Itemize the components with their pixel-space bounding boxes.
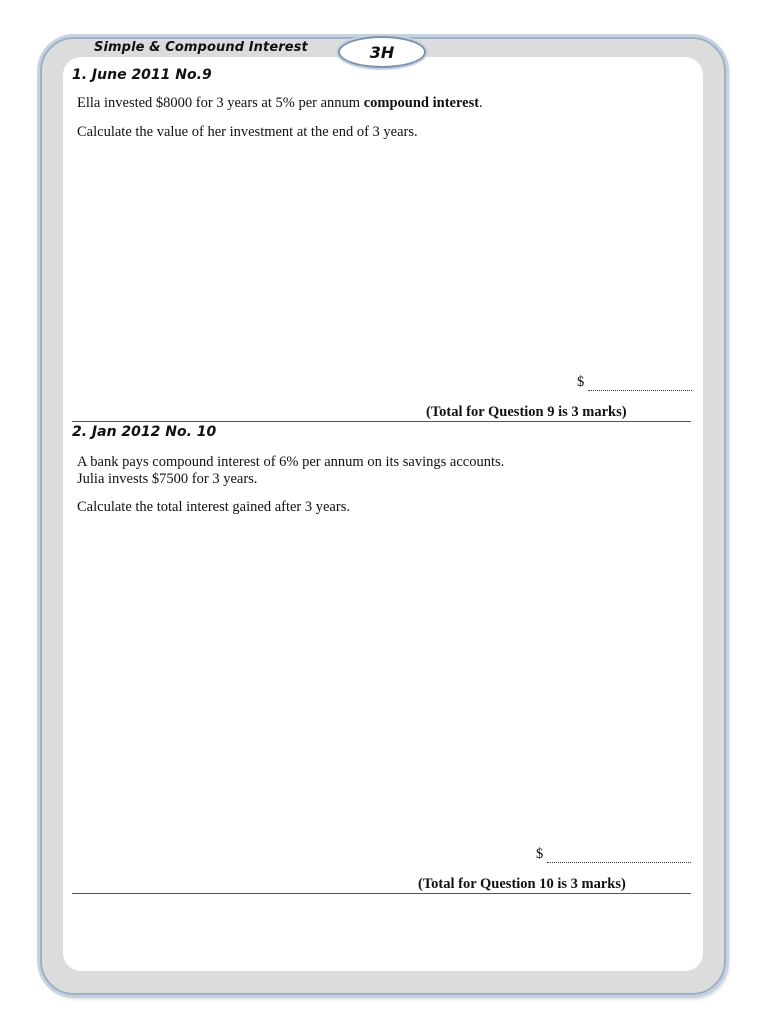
section-badge-label: 3H: [369, 42, 395, 62]
question-1-currency: $: [577, 374, 585, 390]
question-2-statement-1: A bank pays compound interest of 6% per annum on its savings accounts.: [77, 454, 505, 470]
question-2-heading: 2. Jan 2012 No. 10: [72, 424, 217, 440]
section-badge: [338, 36, 426, 68]
question-1-total-marks: (Total for Question 9 is 3 marks): [426, 404, 627, 420]
question-2-total-marks: (Total for Question 10 is 3 marks): [418, 876, 626, 892]
question-1-heading: 1. June 2011 No.9: [72, 67, 212, 83]
question-2-divider: [72, 893, 691, 894]
question-1-statement: [77, 95, 483, 112]
question-1-statement-emphasis: compound interest: [363, 95, 480, 111]
question-1-answer-line[interactable]: [577, 374, 692, 391]
question-2-statement-2: Julia invests $7500 for 3 years.: [77, 471, 258, 487]
question-1-statement-text: Ella invested $8000 for 3 years at 5% per annum: [77, 95, 364, 111]
question-2-task: Calculate the total interest gained after 3 years.: [77, 499, 350, 515]
question-1-task: Calculate the value of her investment at the end of 3 years.: [77, 124, 418, 140]
question-2-answer-blank[interactable]: [547, 850, 691, 863]
question-1-statement-end: .: [479, 95, 483, 111]
question-1-answer-blank[interactable]: [588, 378, 692, 391]
question-1-divider: [72, 421, 691, 422]
worksheet-title: Simple & Compound Interest: [94, 40, 308, 55]
question-2-answer-line[interactable]: [536, 846, 691, 863]
question-2-currency: $: [536, 846, 544, 862]
